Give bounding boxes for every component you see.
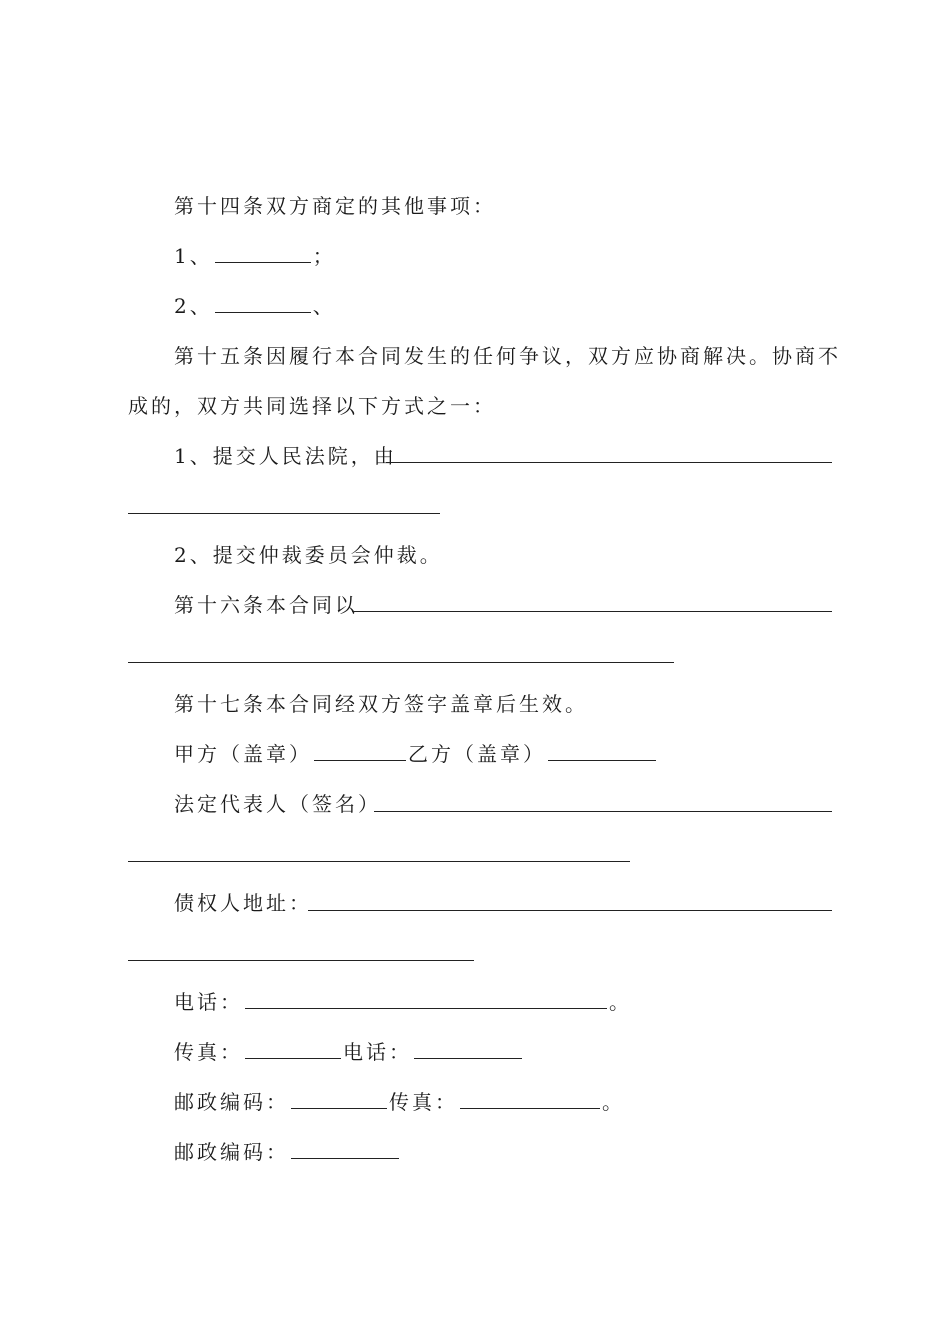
phone-end-1: 。 <box>609 990 632 1014</box>
phone-blank-1[interactable] <box>245 990 607 1009</box>
postcode-blank-1[interactable] <box>291 1090 387 1109</box>
creditor-address-blank-continued[interactable] <box>128 960 474 961</box>
fax-blank-1[interactable] <box>245 1040 341 1059</box>
option-1-blank[interactable] <box>386 462 832 463</box>
phone-line-1 <box>174 990 632 1014</box>
option-1-text: 1、提交人民法院，由 <box>174 444 397 468</box>
legal-rep-blank-continued[interactable] <box>128 861 630 862</box>
party-a-blank[interactable] <box>314 742 406 761</box>
item-1-number: 1、 <box>174 244 213 268</box>
postcode-label-2: 邮政编码： <box>174 1140 289 1164</box>
item-2-end: 、 <box>312 294 336 318</box>
postcode-line-2 <box>174 1140 401 1164</box>
postcode-fax-line <box>174 1090 625 1114</box>
party-signature-line <box>174 742 658 766</box>
article-17 <box>174 692 588 716</box>
article-15-line-2 <box>128 394 496 418</box>
phone-label-1: 电话： <box>174 990 243 1014</box>
option-1-blank-continued[interactable] <box>128 513 440 514</box>
party-a-label: 甲方（盖章） <box>174 742 312 766</box>
article-15-text-a: 第十五条因履行本合同发生的任何争议，双方应协商解决。协商不 <box>174 344 841 368</box>
postcode-label-1: 邮政编码： <box>174 1090 289 1114</box>
party-b-label: 乙方（盖章） <box>408 742 546 766</box>
article-16-blank-continued[interactable] <box>128 662 674 663</box>
article-16 <box>174 593 358 617</box>
article-15-option-2 <box>174 543 443 567</box>
creditor-address-label: 债权人地址： <box>174 891 312 915</box>
article-15-option-1 <box>174 444 397 468</box>
article-14-item-2 <box>174 294 336 318</box>
fax-label-2: 传真： <box>389 1090 458 1114</box>
article-14-heading <box>174 194 496 218</box>
phone-blank-2[interactable] <box>414 1040 522 1059</box>
item-1-end: ； <box>312 244 336 268</box>
fax-blank-2[interactable] <box>460 1090 600 1109</box>
item-1-blank[interactable] <box>215 244 311 263</box>
postcode-blank-2[interactable] <box>291 1140 399 1159</box>
article-15-text-b: 成的，双方共同选择以下方式之一： <box>128 394 496 418</box>
option-2-text: 2、提交仲裁委员会仲裁。 <box>174 543 443 567</box>
legal-rep-blank[interactable] <box>374 811 832 812</box>
phone-label-2: 电话： <box>343 1040 412 1064</box>
article-14-text: 第十四条双方商定的其他事项： <box>174 194 496 218</box>
article-16-blank[interactable] <box>352 611 832 612</box>
party-b-blank[interactable] <box>548 742 656 761</box>
item-2-number: 2、 <box>174 294 213 318</box>
creditor-address-blank[interactable] <box>308 910 832 911</box>
item-2-blank[interactable] <box>215 294 311 313</box>
fax-end-2: 。 <box>602 1090 625 1114</box>
article-14-item-1 <box>174 244 336 268</box>
creditor-address-line <box>174 891 312 915</box>
article-16-text: 第十六条本合同以 <box>174 593 358 617</box>
article-15-line-1 <box>174 344 841 368</box>
legal-rep-line <box>174 792 381 816</box>
article-17-text: 第十七条本合同经双方签字盖章后生效。 <box>174 692 588 716</box>
fax-label-1: 传真： <box>174 1040 243 1064</box>
legal-rep-label: 法定代表人（签名） <box>174 792 381 816</box>
fax-phone-line <box>174 1040 524 1064</box>
